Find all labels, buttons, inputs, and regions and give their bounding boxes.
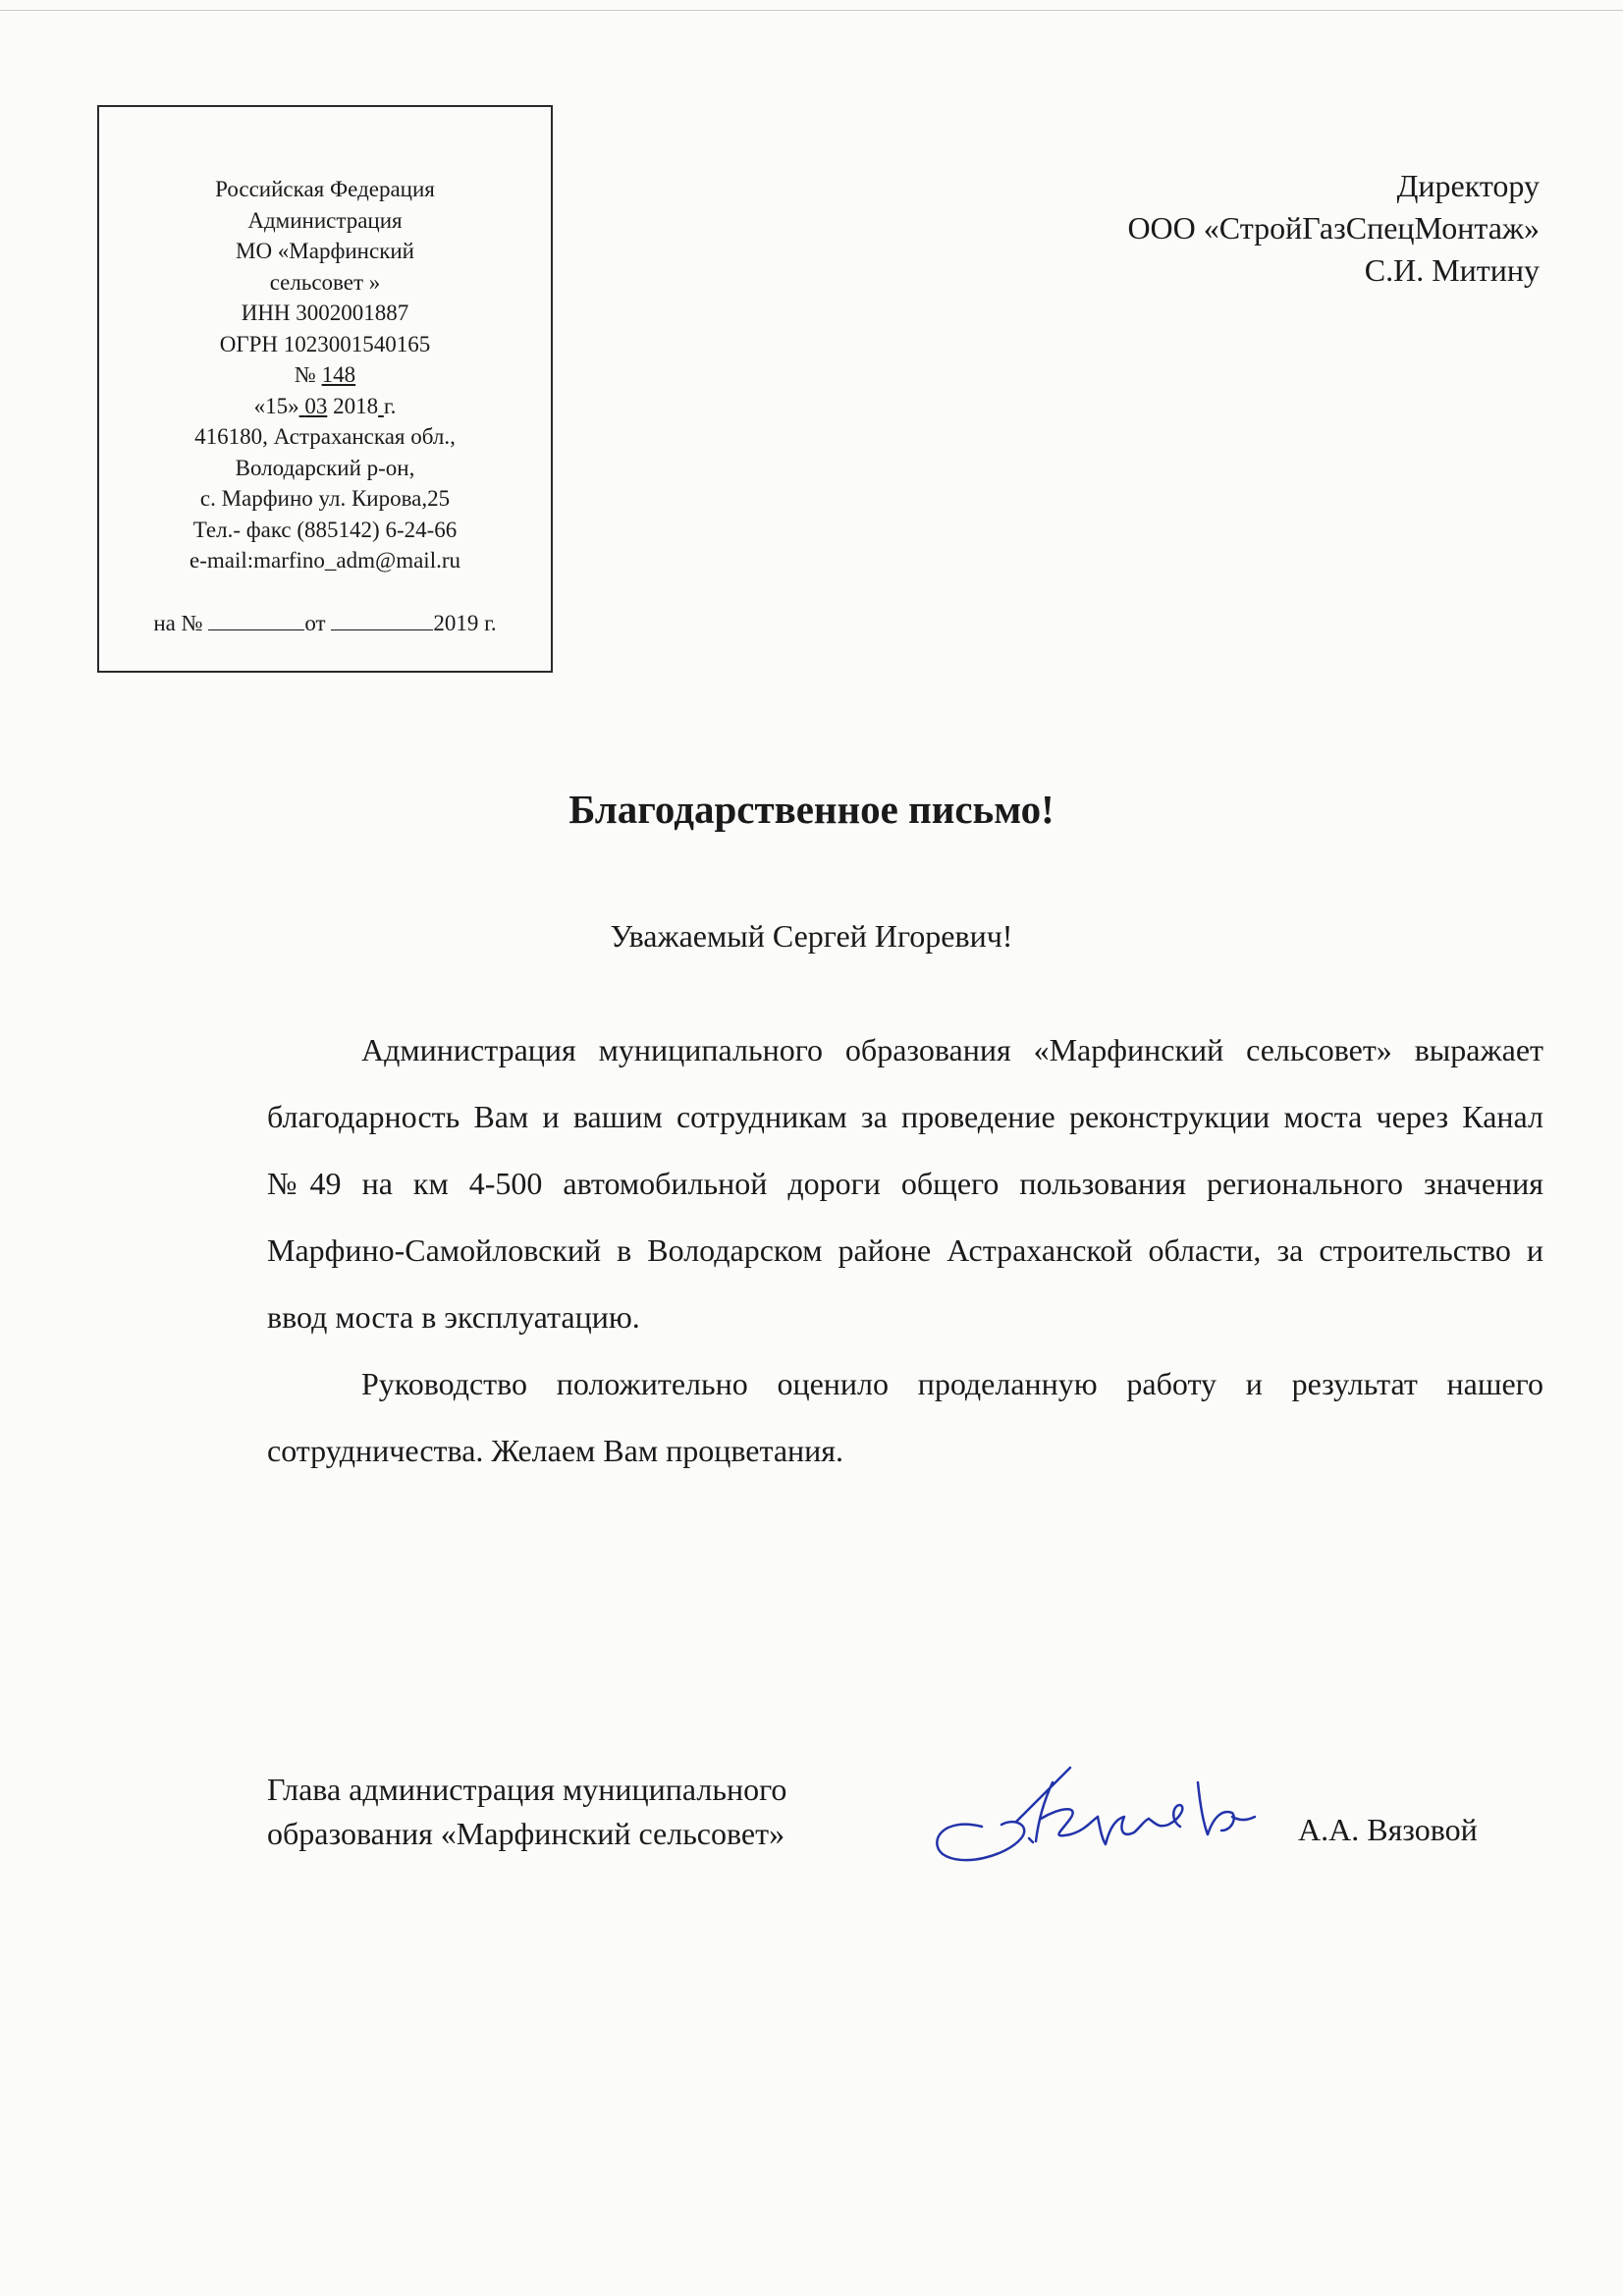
ref-from: от	[304, 611, 326, 635]
ref-number-blank	[208, 610, 304, 630]
letterhead-stamp	[97, 105, 553, 673]
stamp-line: МО «Марфинский	[236, 239, 414, 263]
signatory-name: А.А. Вязовой	[1298, 1812, 1478, 1847]
body-paragraph: Руководство положительно оценило проделанную работу и результат нашего сотрудничества. Желаем Вам процветания.	[267, 1366, 1543, 1468]
page-edge	[0, 10, 1623, 11]
stamp-line: ИНН 3002001887	[241, 301, 409, 325]
date-year: 2018	[333, 393, 379, 418]
number-value: 148	[321, 362, 356, 387]
handwritten-signature	[923, 1748, 1267, 1876]
signatory-position-line: Глава администрация муниципального	[267, 1772, 787, 1807]
stamp-line: Администрация	[247, 207, 403, 233]
body-paragraph: Администрация муниципального образования «Марфинский сельсовет» выражает благодарность Вам и вашим сотрудникам за проведение реконструкции моста через Канал №49 на км 4-500 автомобильной дороги общего пользования регионального значения Марфино-Самойловский в Володарском районе Астраханской области, за строительство и ввод моста в эксплуатацию.	[267, 1032, 1543, 1335]
stamp-phone: Тел.- факс (885142) 6-24-66	[192, 517, 458, 542]
stamp-line: ОГРН 1023001540165	[219, 331, 431, 356]
stamp-line: Российская Федерация	[215, 177, 435, 201]
reference-line	[99, 610, 551, 636]
ref-date-blank	[331, 610, 433, 630]
stamp-address-line: 416180, Астраханская обл.,	[194, 424, 456, 449]
signatory-position-line: образования «Марфинский сельсовет»	[267, 1816, 785, 1851]
stamp-address-line: Володарский р-он,	[235, 455, 415, 480]
number-prefix: №	[294, 362, 322, 387]
letter-title: Благодарственное письмо!	[568, 787, 1055, 832]
date-suffix: г.	[383, 393, 397, 418]
salutation: Уважаемый Сергей Игоревич!	[610, 918, 1013, 954]
outgoing-number	[99, 359, 551, 391]
letter-body	[267, 1016, 1543, 1484]
stamp-text	[99, 174, 551, 576]
addressee-block	[1127, 165, 1540, 292]
addressee-position: Директору	[1396, 168, 1540, 203]
date-day: «15»	[253, 393, 299, 418]
ref-year: 2019 г.	[433, 611, 497, 635]
addressee-name: С.И. Митину	[1364, 252, 1540, 288]
stamp-email: e-mail:marfino_adm@mail.ru	[189, 548, 460, 573]
outgoing-date	[99, 391, 551, 422]
ref-prefix: на №	[153, 611, 203, 635]
stamp-address-line: с. Марфино ул. Кирова,25	[199, 486, 451, 511]
stamp-line: сельсовет »	[269, 269, 381, 295]
signatory-position	[267, 1768, 786, 1856]
date-month: 03	[304, 393, 328, 418]
addressee-company: ООО «СтройГазСпецМонтаж»	[1127, 210, 1540, 246]
